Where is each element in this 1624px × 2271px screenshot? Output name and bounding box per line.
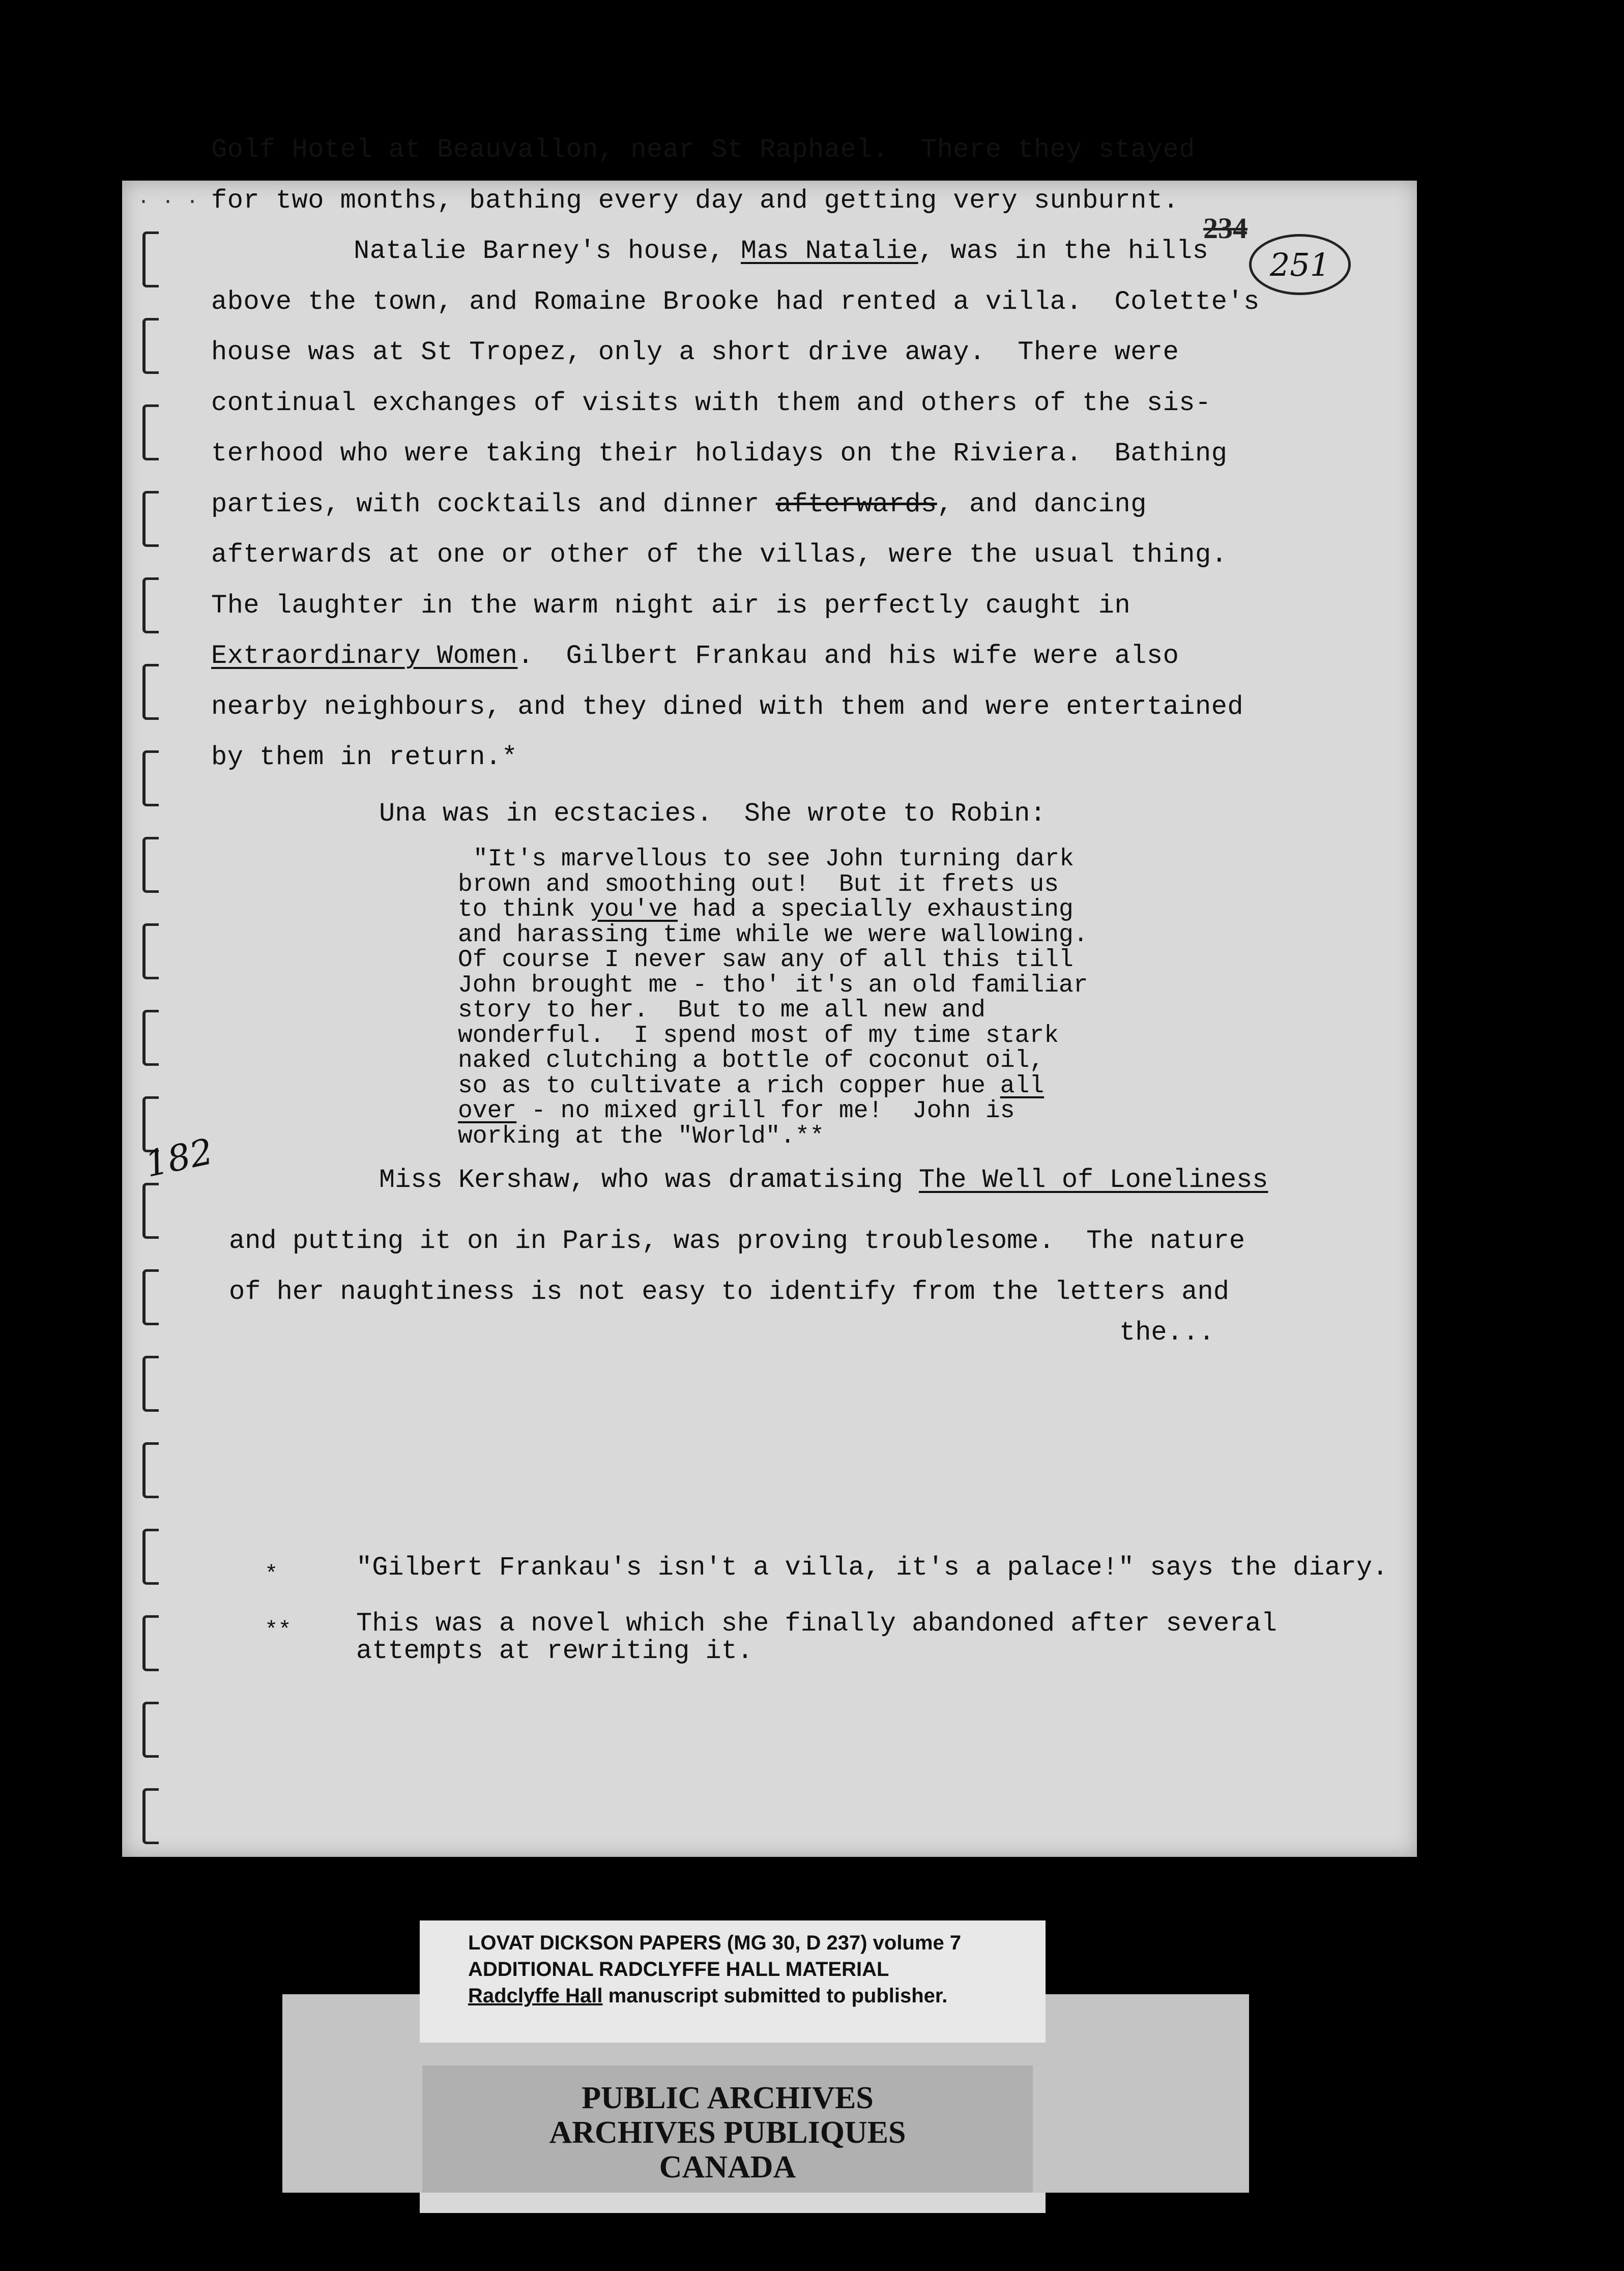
- text-line: Golf Hotel at Beauvallon, near St Raphael. There they stayed: [211, 135, 1196, 165]
- text-line: above the town, and Romaine Brooke had rented a villa. Colette's: [211, 286, 1260, 317]
- paragraph-two-first-line: [379, 1165, 1268, 1195]
- old-page-number: 234: [1203, 212, 1248, 245]
- label-line: [468, 1983, 1046, 2009]
- label-line: ADDITIONAL RADCLYFFE HALL MATERIAL: [468, 1958, 889, 1981]
- binder-hole: [142, 404, 159, 460]
- quote-intro: Una was in ecstacies. She wrote to Robin:: [379, 799, 1046, 829]
- quote-line: [458, 897, 1088, 923]
- quote-line: Of course I never saw any of all this till: [458, 946, 1074, 974]
- text-line: nearby neighbours, and they dined with them and were entertained: [211, 691, 1244, 722]
- label-line: LOVAT DICKSON PAPERS (MG 30, D 237) volume 7: [468, 1932, 962, 1954]
- footnote-line: attempts at rewriting it.: [356, 1636, 753, 1666]
- text-span: Natalie Barney's house,: [354, 236, 741, 266]
- binder-hole: [142, 1529, 159, 1585]
- archive-label: [420, 1920, 1046, 2043]
- text-line: afterwards at one or other of the villas, were the usual thing.: [211, 540, 1228, 570]
- quote-line: [458, 1074, 1088, 1099]
- text-line: of her naughtiness is not easy to identify from the letters and: [229, 1277, 1229, 1307]
- binder-hole: [142, 1269, 159, 1325]
- text-line: house was at St Tropez, only a short drive away. There were: [211, 337, 1179, 367]
- text-line: [211, 226, 1346, 277]
- text-line: by them in return.*: [211, 742, 518, 772]
- text-span: , was in the hills: [918, 236, 1209, 266]
- continuation-text: the...: [1119, 1318, 1215, 1348]
- binder-hole: [142, 231, 159, 287]
- binder-hole: [142, 1442, 159, 1498]
- text-span: - no mixed grill for me! John is: [516, 1097, 1015, 1125]
- stamp-line: CANADA: [659, 2150, 796, 2185]
- binder-hole: [142, 577, 159, 633]
- quote-line: wonderful. I spend most of my time stark: [458, 1022, 1059, 1050]
- quote-line: and harassing time while we were wallowing.: [458, 921, 1088, 949]
- underlined-text: Extraordinary Women: [211, 641, 518, 671]
- text-line: continual exchanges of visits with them and others of the sis-: [211, 388, 1211, 418]
- binder-hole: [142, 923, 159, 979]
- text-span: . Gilbert Frankau and his wife were also: [517, 641, 1179, 671]
- binder-hole: [142, 1788, 159, 1844]
- text-span: parties, with cocktails and dinner: [211, 489, 776, 519]
- binder-hole: [142, 1010, 159, 1066]
- text-span: , and dancing: [937, 489, 1147, 519]
- text-line: [211, 631, 1346, 682]
- text-span: so as to cultivate a rich copper hue: [458, 1072, 1000, 1100]
- text-line: and putting it on in Paris, was proving troublesome. The nature: [229, 1226, 1245, 1256]
- underlined-text: Radclyffe Hall: [468, 1985, 603, 2007]
- text-span: Miss Kershaw, who was dramatising: [379, 1165, 919, 1195]
- underlined-text: all: [1000, 1072, 1045, 1100]
- footnote-line: This was a novel which she finally abandoned after several: [356, 1609, 1277, 1639]
- underlined-text: The Well of Loneliness: [918, 1165, 1268, 1195]
- binder-hole: [142, 837, 159, 893]
- binder-hole: [142, 1615, 159, 1671]
- text-span: manuscript submitted to publisher.: [602, 1985, 948, 2007]
- footnote: [356, 1610, 1277, 1665]
- binder-hole: [142, 1183, 159, 1239]
- paragraph-two: [229, 1216, 1245, 1318]
- footnote-marker: **: [265, 1618, 292, 1643]
- quote-line: naked clutching a bottle of coconut oil,: [458, 1047, 1045, 1074]
- binder-hole: [142, 1356, 159, 1412]
- binder-hole: [142, 750, 159, 806]
- binder-hole: [142, 664, 159, 720]
- text-line: for two months, bathing every day and getting very sunburnt.: [211, 185, 1179, 216]
- quote-line: working at the "World".**: [458, 1122, 825, 1150]
- body-text: [211, 125, 1346, 783]
- margin-annotation: 182: [141, 1130, 217, 1185]
- underlined-text: over: [458, 1097, 517, 1125]
- quote-line: [458, 1099, 1088, 1124]
- stamp-line: PUBLIC ARCHIVES: [582, 2081, 874, 2115]
- text-line: The laughter in the warm night air is perfectly caught in: [211, 590, 1131, 621]
- text-span: to think: [458, 896, 590, 923]
- page-number-text: 251: [1269, 246, 1330, 283]
- corner-marks: · · ·: [137, 191, 199, 214]
- quote-line: "It's marvellous to see John turning dark: [473, 846, 1074, 873]
- binder-hole: [142, 1702, 159, 1758]
- quote-line: John brought me - tho' it's an old familiar: [458, 971, 1088, 999]
- text-line: terhood who were taking their holidays on the Riviera. Bathing: [211, 439, 1228, 469]
- text-line: [211, 479, 1346, 530]
- stamp-bottom-strip: [420, 2193, 1046, 2213]
- struck-text: afterwards: [775, 489, 937, 519]
- footnote-marker: *: [265, 1562, 278, 1587]
- binder-hole: [142, 318, 159, 374]
- underlined-text: Mas Natalie: [740, 236, 918, 266]
- quote-line: brown and smoothing out! But it frets us: [458, 870, 1059, 898]
- binder-hole: [142, 491, 159, 547]
- text-span: had a specially exhausting: [678, 896, 1074, 923]
- block-quote: [458, 847, 1088, 1149]
- stamp-line: ARCHIVES PUBLIQUES: [549, 2115, 906, 2150]
- footnote: "Gilbert Frankau's isn't a villa, it's a palace!" says the diary.: [356, 1553, 1388, 1583]
- underlined-text: you've: [590, 896, 678, 923]
- archive-stamp: [422, 2065, 1033, 2193]
- quote-line: story to her. But to me all new and: [458, 997, 985, 1024]
